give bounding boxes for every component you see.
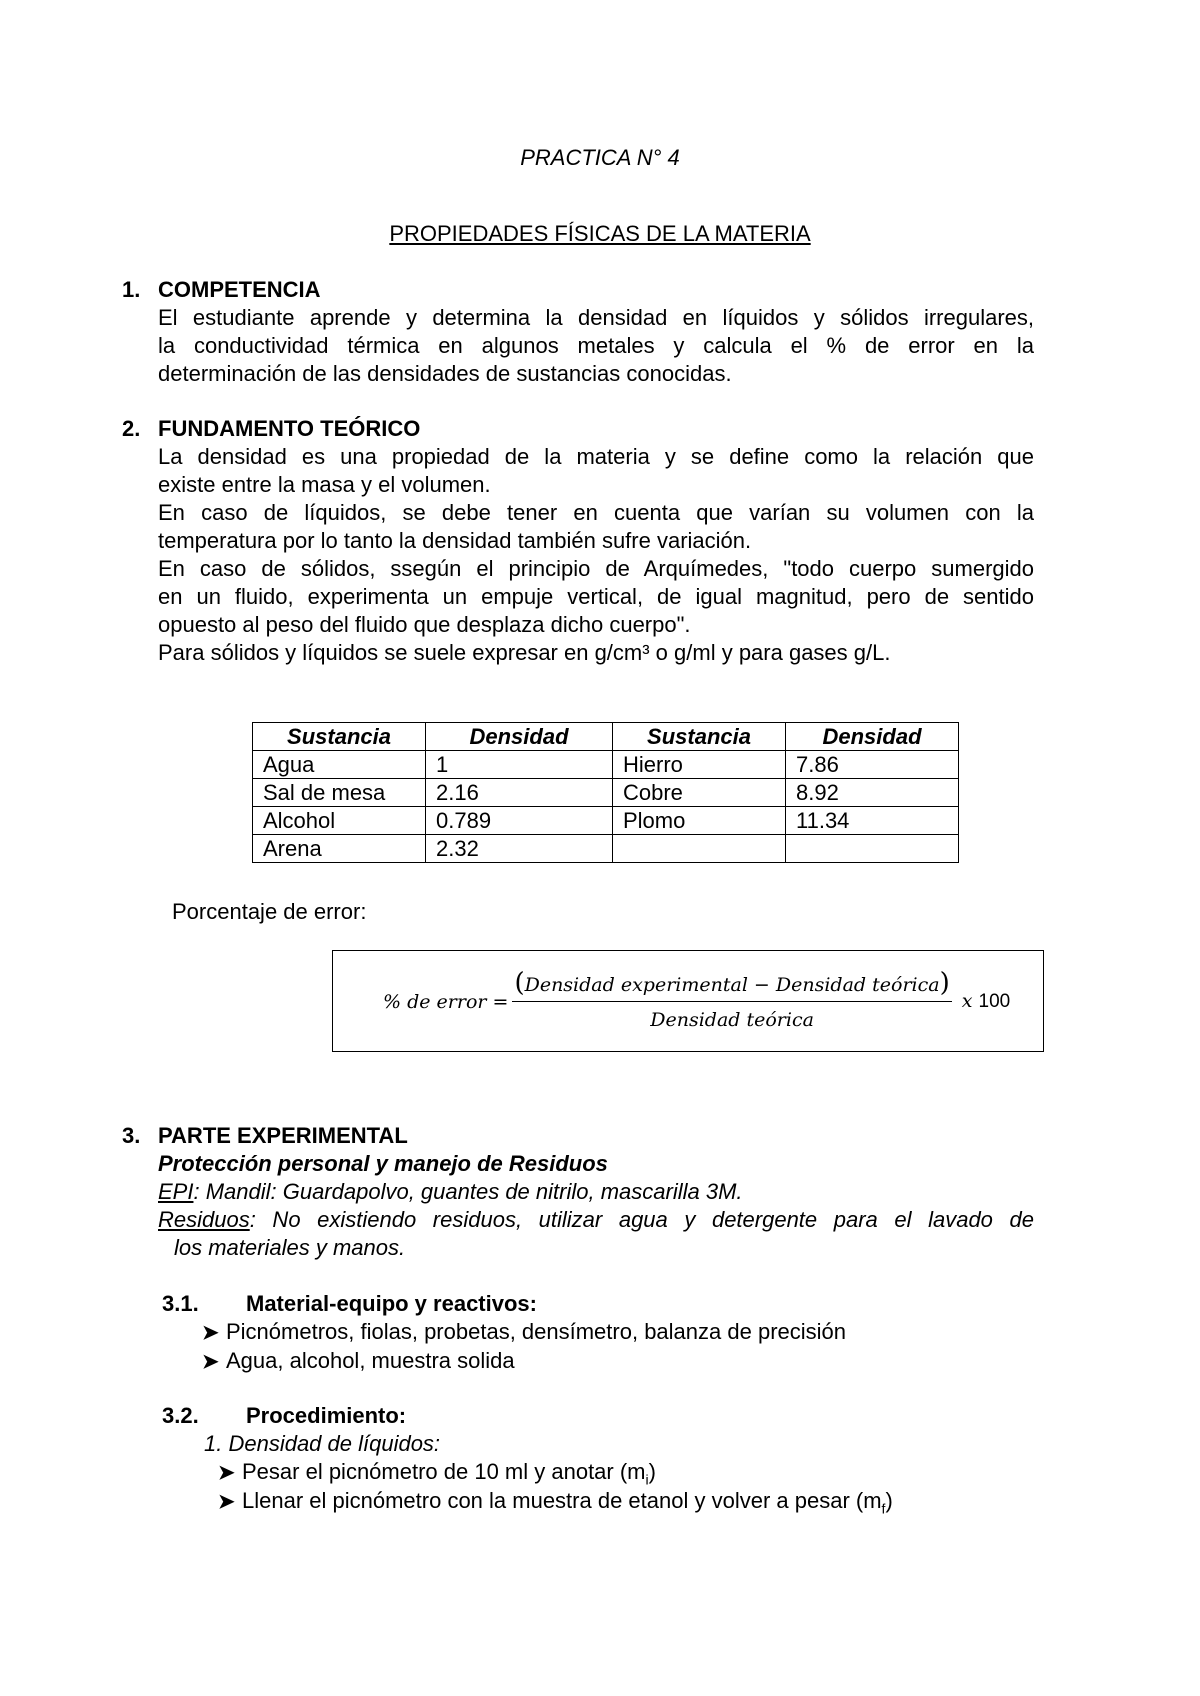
paragraph-line: la conductividad térmica en algunos metales y calcula el % de error en la xyxy=(158,333,1034,358)
residuos-text: : No existiendo residuos, utilizar agua y detergente para el lavado de xyxy=(249,1207,1034,1232)
section-title: FUNDAMENTO TEÓRICO xyxy=(158,416,421,441)
subsection-materials xyxy=(162,1290,537,1318)
page-title: PRACTICA N° 4 xyxy=(520,145,680,170)
section-title: PARTE EXPERIMENTAL xyxy=(158,1123,408,1148)
list-item xyxy=(218,1487,1018,1516)
section-fundamento xyxy=(122,415,1034,667)
table-cell: 11.34 xyxy=(786,807,959,835)
paragraph-line: determinación de las densidades de sustancias conocidas. xyxy=(158,361,732,386)
section-number: 2. xyxy=(122,416,141,441)
residuos-label: Residuos xyxy=(158,1207,250,1232)
error-label: Porcentaje de error: xyxy=(172,899,367,924)
table-row xyxy=(253,835,959,863)
paragraph-line: existe entre la masa y el volumen. xyxy=(158,472,491,497)
table-cell: Hierro xyxy=(613,751,786,779)
procedure-item: 1. Densidad de líquidos: xyxy=(204,1431,441,1456)
step-subscript: i xyxy=(645,1471,649,1488)
table-header-cell: Sustancia xyxy=(253,723,426,751)
paragraph-line: en un fluido, experimenta un empuje vertical, de igual magnitud, pero de sentido xyxy=(158,584,1034,609)
protection-subheading: Protección personal y manejo de Residuos xyxy=(158,1151,608,1176)
formula-lhs: % de error = xyxy=(383,990,509,1013)
subsection-number: 3.1. xyxy=(162,1291,199,1316)
arrow-bullet-icon: ➤ xyxy=(218,1491,235,1513)
section-heading xyxy=(122,276,1034,304)
residuos-line xyxy=(158,1206,1034,1234)
table-header-cell: Densidad xyxy=(786,723,959,751)
table-row xyxy=(253,779,959,807)
table-cell: 1 xyxy=(426,751,613,779)
page-subtitle: PROPIEDADES FÍSICAS DE LA MATERIA xyxy=(389,221,811,246)
list-item-text: Agua, alcohol, muestra solida xyxy=(226,1348,515,1373)
table-cell: Plomo xyxy=(613,807,786,835)
arrow-bullet-icon: ➤ xyxy=(218,1462,235,1484)
paragraph-line: En caso de líquidos, se debe tener en cuenta que varían su volumen con la xyxy=(158,500,1034,525)
arrow-bullet-icon: ➤ xyxy=(202,1351,219,1373)
arrow-bullet-icon: ➤ xyxy=(202,1322,219,1344)
list-item xyxy=(218,1458,1018,1487)
table-cell: 2.16 xyxy=(426,779,613,807)
formula-fraction xyxy=(512,969,951,1034)
formula-box xyxy=(332,950,1044,1052)
paragraph-line: Para sólidos y líquidos se suele expresar en g/cm³ o g/ml y para gases g/L. xyxy=(158,640,891,665)
step-main: Pesar el picnómetro de 10 ml y anotar (m xyxy=(242,1459,646,1484)
step-tail: ) xyxy=(885,1488,893,1513)
formula-numerator: (Densidad experimental − Densidad teórica) xyxy=(512,969,951,1002)
table-cell: Agua xyxy=(253,751,426,779)
table-cell: 0.789 xyxy=(426,807,613,835)
step-main: Llenar el picnómetro con la muestra de etanol y volver a pesar (m xyxy=(242,1488,882,1513)
table-cell: Arena xyxy=(253,835,426,863)
table-cell: Alcohol xyxy=(253,807,426,835)
table-header-cell: Densidad xyxy=(426,723,613,751)
epi-label: EPI xyxy=(158,1179,194,1204)
subsection-procedure xyxy=(162,1402,406,1430)
table-header-row xyxy=(253,723,959,751)
paragraph-line: En caso de sólidos, ssegún el principio de Arquímedes, "todo cuerpo sumergido xyxy=(158,556,1034,581)
procedure-steps xyxy=(218,1458,1018,1516)
formula-multiplier xyxy=(962,987,1010,1016)
list-item-text: Picnómetros, fiolas, probetas, densímetro, balanza de precisión xyxy=(226,1319,846,1344)
section-heading xyxy=(122,415,1034,443)
formula-hundred: 100 xyxy=(978,991,1011,1012)
epi-line xyxy=(158,1178,1034,1206)
list-item xyxy=(202,1347,1002,1376)
formula-numerator-text: Densidad experimental − Densidad teórica xyxy=(524,974,940,996)
formula-times: x xyxy=(961,990,973,1012)
residuos-line-2: los materiales y manos. xyxy=(174,1235,406,1260)
paragraph-line: La densidad es una propiedad de la materia y se define como la relación que xyxy=(158,444,1034,469)
list-item xyxy=(202,1318,1002,1347)
materials-list xyxy=(202,1318,1002,1376)
table-cell: 2.32 xyxy=(426,835,613,863)
table-header-cell: Sustancia xyxy=(613,723,786,751)
table-cell: 8.92 xyxy=(786,779,959,807)
table-cell: Sal de mesa xyxy=(253,779,426,807)
step-text xyxy=(242,1458,656,1486)
section-experimental xyxy=(122,1122,1034,1262)
section-number: 3. xyxy=(122,1123,141,1148)
paragraph-line: El estudiante aprende y determina la densidad en líquidos y sólidos irregulares, xyxy=(158,305,1034,330)
section-body xyxy=(158,443,1034,667)
formula-denominator: Densidad teórica xyxy=(650,1009,814,1031)
section-title: COMPETENCIA xyxy=(158,277,321,302)
table-cell xyxy=(613,835,786,863)
subsection-title: Material-equipo y reactivos: xyxy=(246,1291,537,1316)
section-body xyxy=(158,304,1034,388)
step-subscript: f xyxy=(881,1500,886,1517)
paragraph-line: temperatura por lo tanto la densidad también sufre variación. xyxy=(158,528,752,553)
density-table xyxy=(252,722,959,863)
table-row xyxy=(253,807,959,835)
subsection-title: Procedimiento: xyxy=(246,1403,407,1428)
epi-text: : Mandil: Guardapolvo, guantes de nitrilo, mascarilla 3M. xyxy=(193,1179,743,1204)
section-heading xyxy=(122,1122,1034,1150)
error-formula xyxy=(383,969,1010,1034)
section-body xyxy=(158,1150,1034,1262)
table-cell: 7.86 xyxy=(786,751,959,779)
step-tail: ) xyxy=(648,1459,656,1484)
paragraph-line: opuesto al peso del fluido que desplaza dicho cuerpo". xyxy=(158,612,691,637)
subsection-number: 3.2. xyxy=(162,1403,199,1428)
table-row xyxy=(253,751,959,779)
step-text xyxy=(242,1487,893,1515)
section-competencia xyxy=(122,276,1034,388)
table-cell xyxy=(786,835,959,863)
section-number: 1. xyxy=(122,277,141,302)
table-cell: Cobre xyxy=(613,779,786,807)
